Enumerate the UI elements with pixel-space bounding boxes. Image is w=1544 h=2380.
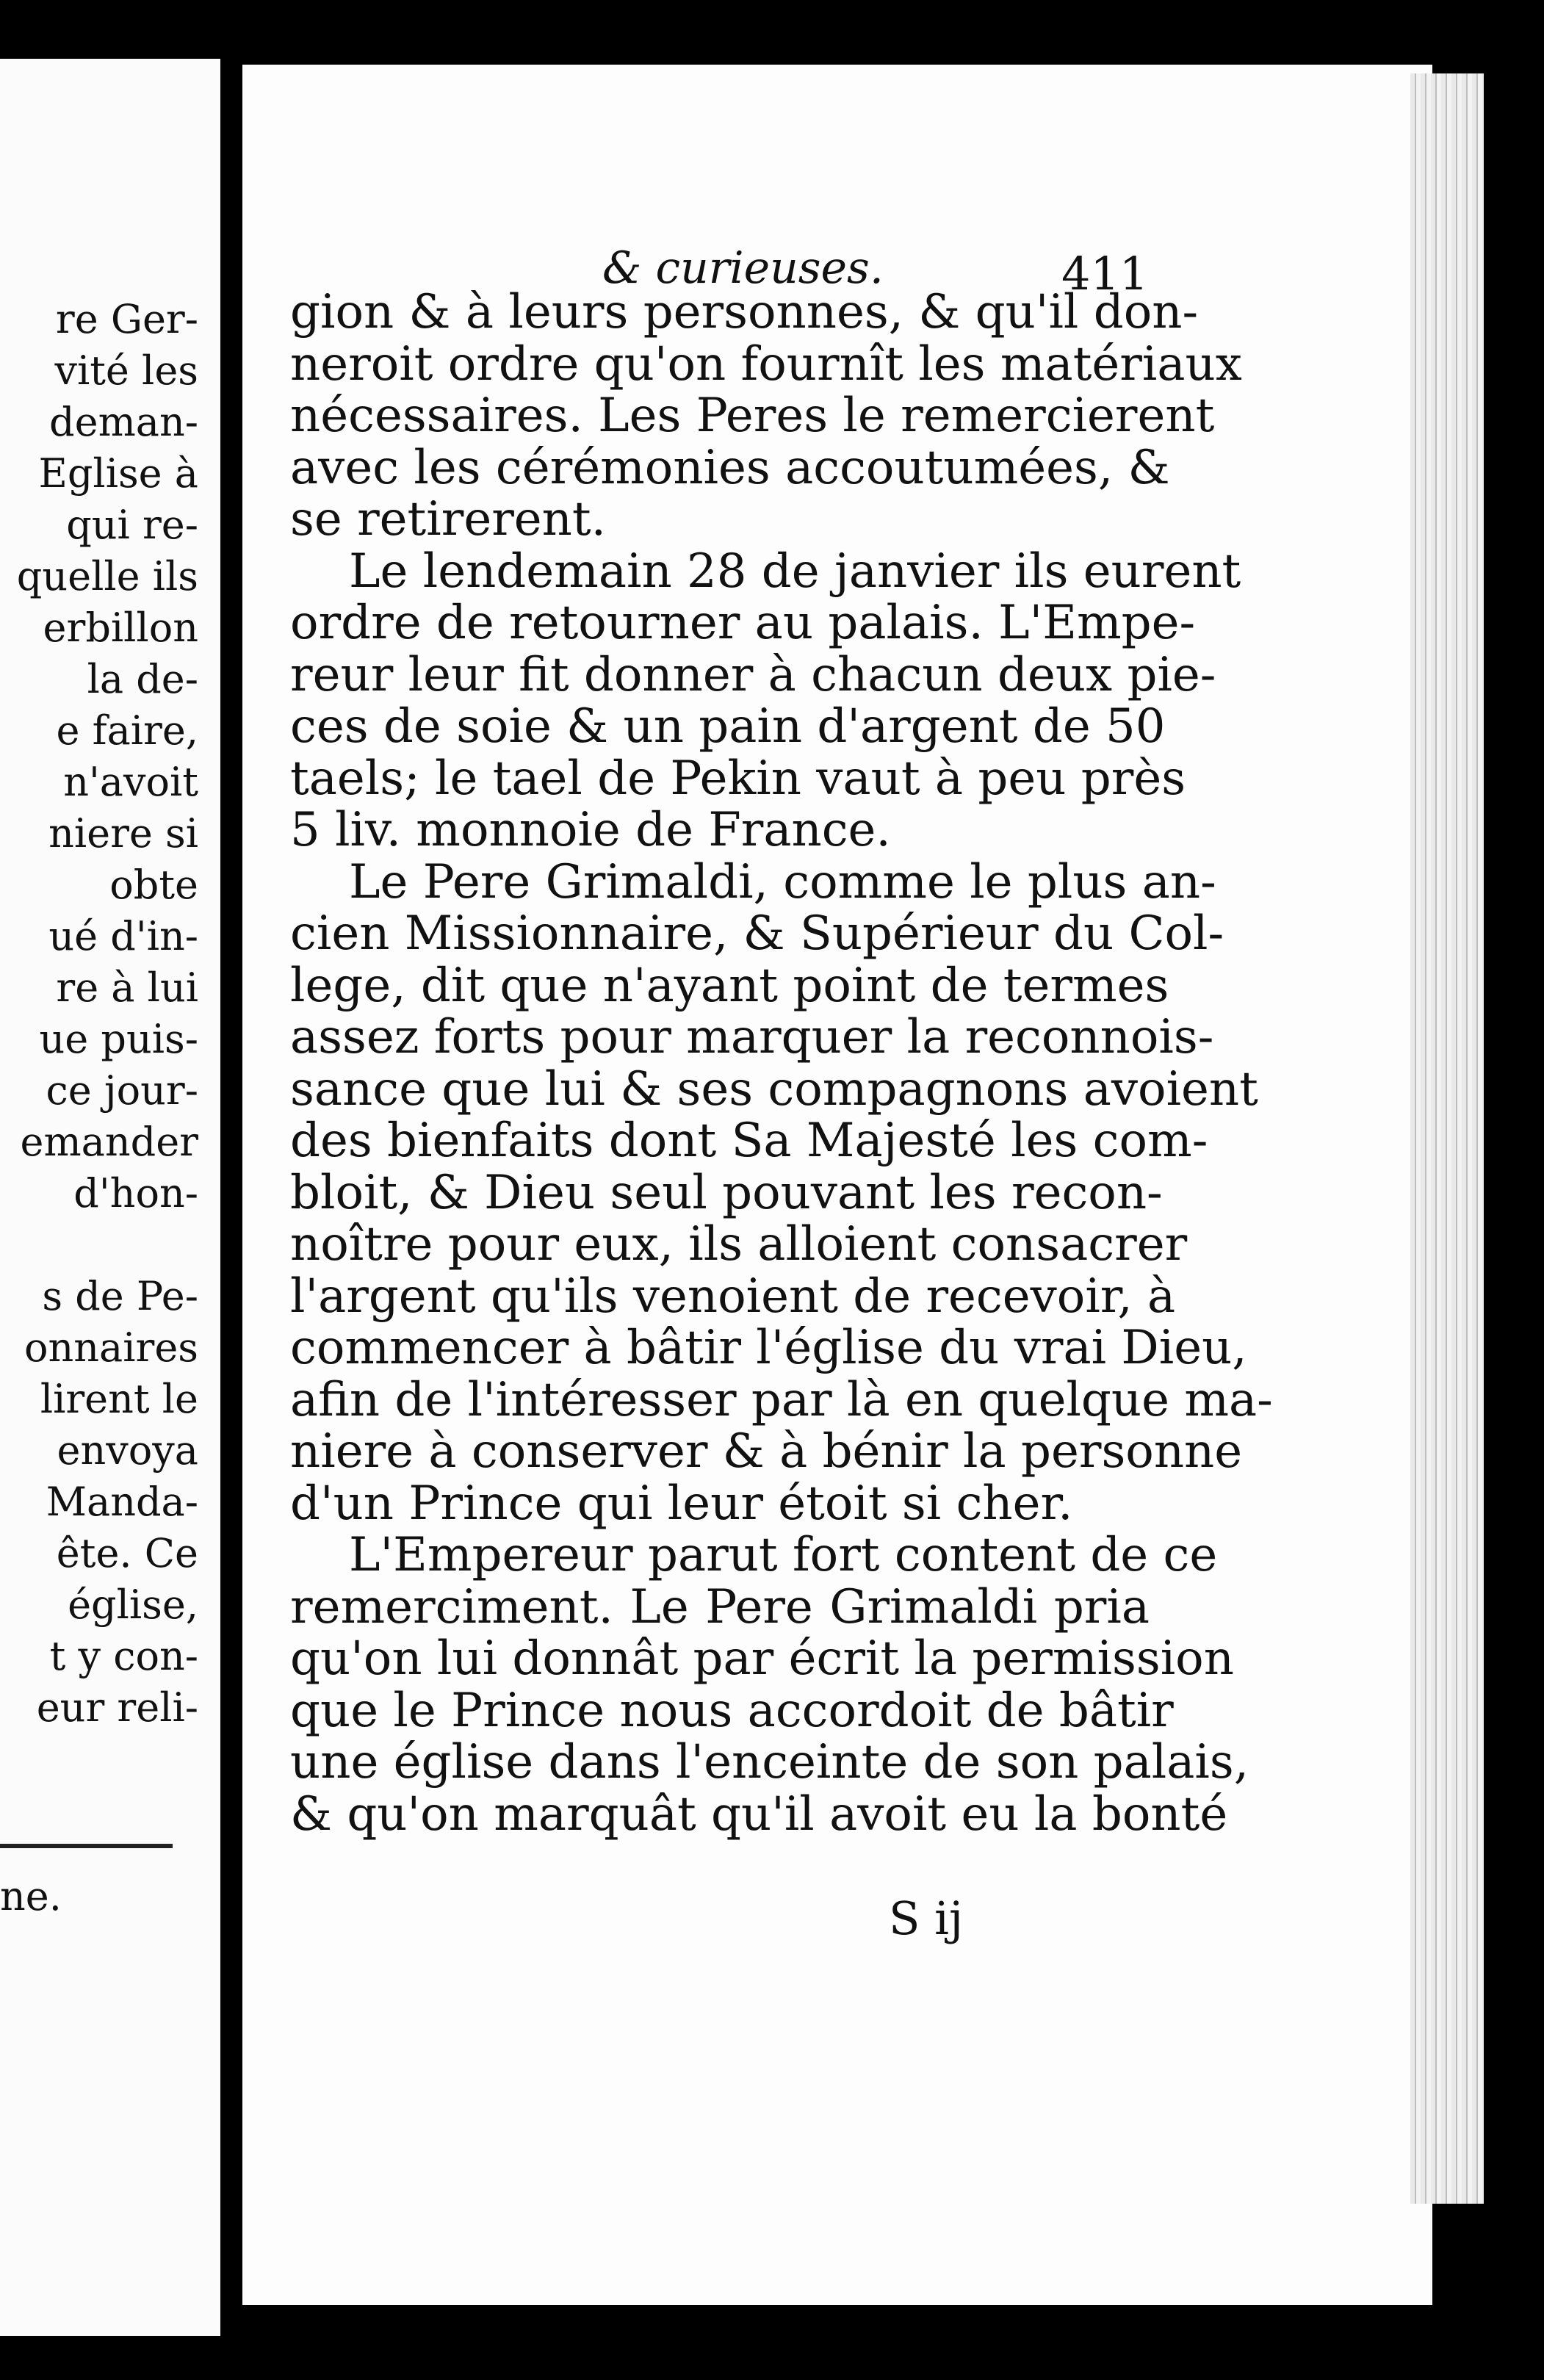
left-page-line: emander (20, 1119, 198, 1165)
text-line: que le Prince nous accordoit de bâtir (290, 1683, 1174, 1738)
text-line: l'argent qu'ils venoient de recevoir, à (290, 1269, 1176, 1324)
text-line: taels; le tael de Pekin vaut à peu près (290, 751, 1186, 806)
left-page-line: la de- (87, 656, 198, 702)
page-edges (1410, 73, 1484, 2204)
left-page-line: Manda- (46, 1479, 198, 1525)
left-page-line: e faire, (56, 707, 198, 754)
left-page-line: erbillon (43, 605, 198, 651)
left-page-line: ué d'in- (48, 913, 198, 959)
left-page-line: n'avoit (63, 759, 198, 805)
left-page-line: eur reli- (36, 1684, 198, 1731)
text-line: bloit, & Dieu seul pouvant les recon- (290, 1165, 1163, 1220)
text-line: nécessaires. Les Peres le remercierent (290, 389, 1215, 443)
page-body-text (290, 285, 1273, 1842)
text-line: Le Pere Grimaldi, comme le plus an- (349, 854, 1216, 909)
text-line: neroit ordre qu'on fournît les matériaux (290, 336, 1242, 392)
left-page-line: envoya (57, 1427, 198, 1474)
text-line: remerciment. Le Pere Grimaldi pria (290, 1579, 1150, 1634)
left-page-line: Eglise à (38, 450, 198, 497)
text-line: une église dans l'enceinte de son palais, (290, 1735, 1249, 1789)
left-page-line: d'hon- (73, 1170, 198, 1216)
text-line: qu'on lui donnât par écrit la permission (290, 1631, 1234, 1686)
text-line: & qu'on marquât qu'il avoit eu la bonté (290, 1786, 1228, 1842)
text-line: niere à conserver & à bénir la personne (290, 1424, 1243, 1479)
text-line: cien Missionnaire, & Supérieur du Col- (290, 906, 1224, 961)
left-page-last-line: ne. (0, 1873, 62, 1919)
left-page-rule (0, 1844, 173, 1848)
left-page-line: qui re- (66, 502, 198, 548)
text-line: gion & à leurs personnes, & qu'il don- (290, 285, 1199, 339)
text-line: se retirerent. (290, 492, 606, 547)
left-page-line: obte (109, 862, 198, 908)
left-page-line: re à lui (56, 964, 198, 1011)
text-line: L'Empereur parut fort content de ce (349, 1528, 1218, 1582)
text-line: des bienfaits dont Sa Majesté les com- (290, 1114, 1208, 1168)
left-page-line: niere si (48, 810, 198, 857)
left-page-line: lirent le (40, 1376, 198, 1422)
left-page-line: église, (68, 1582, 198, 1628)
signature-mark: S ij (889, 1892, 964, 1945)
left-page-line: t y con- (49, 1633, 198, 1679)
left-page-line: deman- (49, 399, 198, 445)
book-gutter (220, 0, 242, 2380)
text-line: reur leur fit donner à chacun deux pie- (290, 647, 1216, 702)
left-page-line: ête. Ce (56, 1530, 198, 1576)
text-line: afin de l'intéresser par là en quelque ma- (290, 1372, 1273, 1427)
text-line: sance que lui & ses compagnons avoient (290, 1061, 1258, 1117)
text-line: Le lendemain 28 de janvier ils eurent (349, 544, 1241, 599)
left-page-line (0, 1219, 220, 1271)
page-number: 411 (1061, 247, 1149, 300)
left-page-line: ce jour- (46, 1067, 198, 1114)
text-line: 5 liv. monnoie de France. (290, 803, 891, 857)
left-page-line: onnaires (24, 1324, 198, 1371)
left-page-line: ue puis- (39, 1016, 198, 1062)
left-page-line: vité les (54, 347, 198, 394)
text-line: ces de soie & un pain d'argent de 50 (290, 699, 1166, 754)
text-line: d'un Prince qui leur étoit si cher. (290, 1476, 1073, 1531)
left-page-line: quelle ils (16, 553, 198, 599)
text-line: noître pour eux, ils alloient consacrer (290, 1217, 1188, 1272)
left-page-fragment (0, 59, 220, 2336)
left-page-line: re Ger- (55, 296, 198, 342)
running-title: & curieuses. (602, 242, 884, 294)
text-line: lege, dit que n'ayant point de termes (290, 958, 1169, 1013)
text-line: avec les cérémonies accoutumées, & (290, 440, 1170, 495)
text-line: assez forts pour marquer la reconnois- (290, 1010, 1214, 1064)
left-page-text (0, 294, 220, 1734)
text-line: ordre de retourner au palais. L'Empe- (290, 596, 1196, 650)
text-line: commencer à bâtir l'église du vrai Dieu, (290, 1321, 1247, 1375)
left-page-line: s de Pe- (42, 1273, 198, 1319)
